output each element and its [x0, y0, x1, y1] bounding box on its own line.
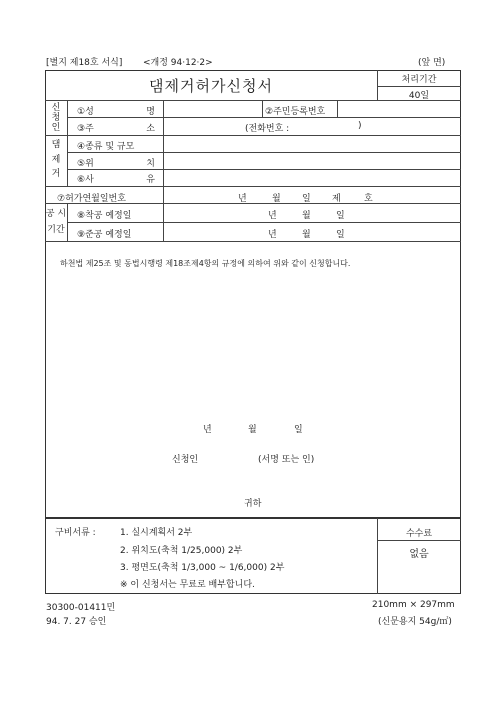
phone-label: (전화번호 :	[245, 124, 290, 134]
applicant-sign-label: 신청인	[172, 455, 199, 465]
form-code: 30300-01411민	[46, 603, 116, 613]
page-side: (앞 면)	[418, 58, 446, 68]
name-label: ①성 명	[77, 107, 155, 117]
applicant-sign-field[interactable]	[205, 448, 255, 462]
resident-number-label: ②주민등록번호	[265, 107, 326, 117]
revision-note: <개정 94·12·2>	[143, 58, 213, 68]
paper-size: 210mm × 297mm	[372, 600, 455, 610]
application-year: 년	[203, 425, 212, 435]
start-date-label: ⑧착공 예정일	[77, 211, 132, 221]
reason-field[interactable]	[165, 171, 459, 183]
application-statement: 하천법 제25조 및 동법시행령 제18조제4항의 규정에 의하여 위와 같이 신청합니다.	[60, 259, 351, 268]
start-year: 년	[268, 211, 277, 221]
name-field[interactable]	[165, 102, 260, 115]
address-label: ③주 소	[77, 124, 155, 134]
start-month: 월	[302, 211, 311, 221]
start-day: 일	[336, 211, 345, 221]
construction-period-group-label: 공 시 기간	[45, 209, 67, 235]
permit-no-prefix: 제	[332, 194, 341, 204]
required-documents-label: 구비서류 :	[55, 528, 96, 538]
form-title: 댐제거허가신청서	[149, 76, 273, 95]
permit-no-suffix: 호	[364, 194, 373, 204]
type-scale-label: ④종류 및 규모	[77, 142, 135, 152]
dam-removal-group-label: 댐 제 거	[51, 139, 61, 180]
permit-year: 년	[238, 194, 247, 204]
application-day: 일	[294, 425, 303, 435]
paper-type: (신문용지 54g/㎡)	[378, 617, 452, 627]
applicant-group-label: 신 청 인	[51, 102, 61, 133]
document-item-2: 2. 위치도(축척 1/25,000) 2부	[120, 546, 243, 556]
free-distribution-note: ※ 이 신청서는 무료로 배부합니다.	[120, 580, 255, 590]
location-label: ⑤위 치	[77, 159, 155, 169]
document-item-3: 3. 평면도(축척 1/3,000 ~ 1/6,000) 2부	[120, 563, 285, 573]
end-year: 년	[268, 230, 277, 240]
end-day: 일	[336, 230, 345, 240]
signature-note: (서명 또는 인)	[258, 455, 315, 465]
document-item-1: 1. 실시계획서 2부	[120, 528, 193, 538]
processing-period-label: 처리기간	[401, 75, 437, 85]
type-scale-field[interactable]	[165, 137, 459, 150]
permit-month: 월	[272, 194, 281, 204]
end-date-label: ⑨준공 예정일	[77, 230, 132, 240]
end-month: 월	[302, 230, 311, 240]
approval-date: 94. 7. 27 승인	[46, 617, 107, 627]
application-month: 월	[248, 425, 257, 435]
processing-period-value: 40일	[408, 91, 430, 101]
permit-day: 일	[302, 194, 311, 204]
fee-label: 수수료	[405, 529, 433, 539]
addressee: 귀하	[244, 499, 262, 509]
phone-close: )	[358, 121, 362, 131]
form-id: [별지 제18호 서식]	[46, 58, 123, 68]
location-field[interactable]	[165, 154, 459, 167]
reason-label: ⑥사 유	[77, 175, 155, 185]
permit-date-number-label: ⑦허가연월일번호	[57, 194, 126, 204]
fee-value: 없음	[409, 549, 429, 560]
resident-number-field[interactable]	[340, 102, 458, 115]
address-field[interactable]	[165, 119, 459, 133]
